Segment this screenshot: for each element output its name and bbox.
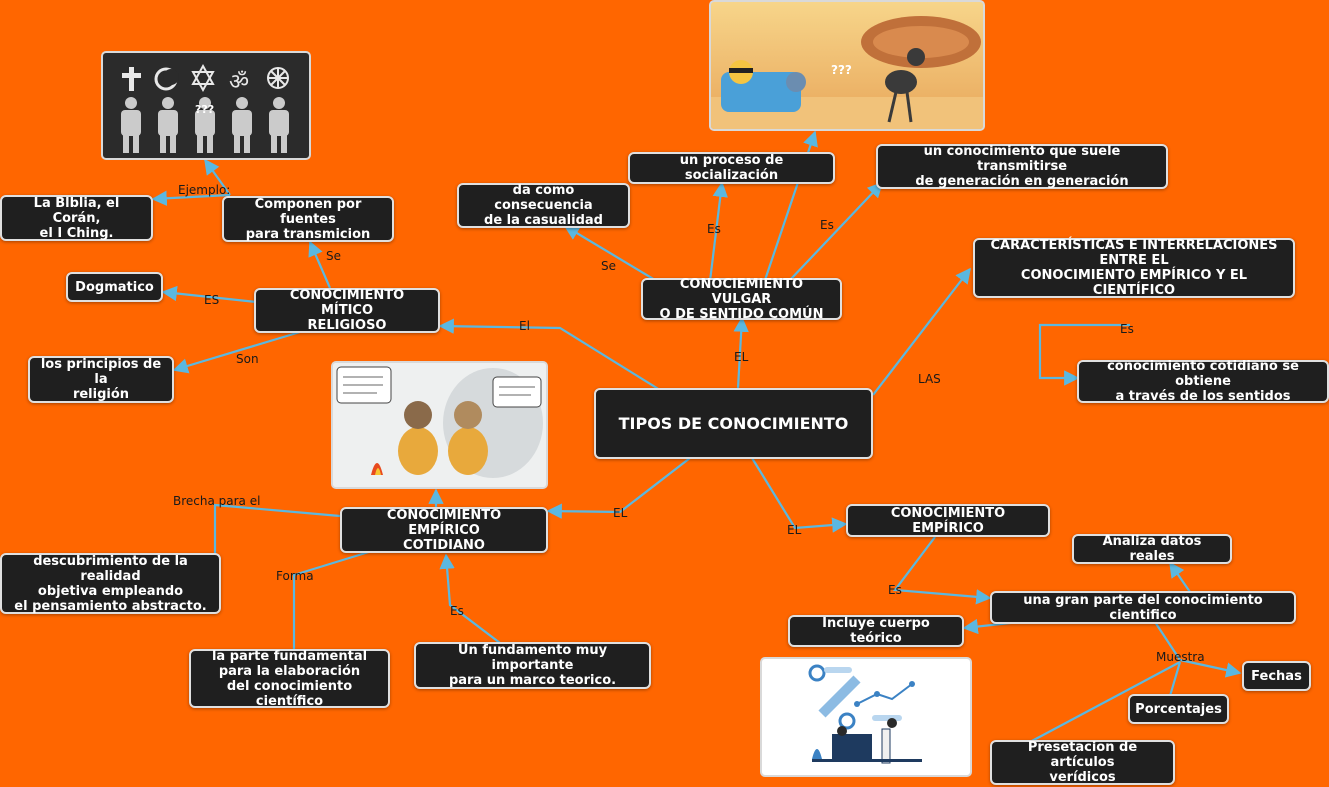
node-cuerpo-teorico[interactable]: Incluye cuerpo teórico bbox=[788, 615, 964, 647]
label-es-transmit: Es bbox=[820, 218, 834, 232]
label-las: LAS bbox=[918, 372, 941, 386]
ant-grasshopper-image bbox=[709, 0, 985, 131]
node-fuentes[interactable]: Componen por fuentes para transmicion bbox=[222, 196, 394, 242]
node-principios[interactable]: los principios de la religión bbox=[28, 356, 174, 403]
link-main-cotidiano bbox=[548, 458, 690, 512]
link-fundamento-cotidiano bbox=[446, 555, 500, 643]
ant-question-text: ??? bbox=[831, 63, 852, 77]
label-es-social: Es bbox=[707, 222, 721, 236]
label-el-cotidiano: EL bbox=[613, 506, 628, 520]
cavemen-illustration bbox=[333, 363, 546, 487]
node-conocimiento-vulgar[interactable]: CONOCIEMIENTO VULGAR O DE SENTIDO COMÚN bbox=[641, 278, 842, 320]
label-es-empirico: Es bbox=[888, 583, 902, 597]
analytics-illustration bbox=[762, 659, 970, 775]
node-articulos[interactable]: Presetacion de artículos verídicos bbox=[990, 740, 1175, 785]
label-muestra: Muestra bbox=[1156, 650, 1205, 664]
node-parte-fundamental[interactable]: la parte fundamental para la elaboración del conocimiento científico bbox=[189, 649, 390, 708]
cavemen-cartoon-image bbox=[331, 361, 548, 489]
node-caracteristicas[interactable]: CARACTERÍSTICAS E INTERRELACIONES ENTRE EL CONOCIMIENTO EMPÍRICO Y EL CIENTÍFICO bbox=[973, 238, 1295, 298]
link-cotidiano-fundamental bbox=[294, 551, 372, 650]
religions-image bbox=[101, 51, 311, 160]
node-socializacion[interactable]: un proceso de socialización bbox=[628, 152, 835, 184]
label-el-empirico: EL bbox=[787, 523, 802, 537]
node-casualidad[interactable]: da como consecuencia de la casualidad bbox=[457, 183, 630, 228]
node-transmitirse[interactable]: un conocimiento que suele transmitirse de generación en generación bbox=[876, 144, 1168, 189]
label-es-dogmatico: ES bbox=[204, 293, 220, 307]
label-forma: Forma bbox=[276, 569, 314, 583]
label-el-vulgar: EL bbox=[734, 350, 749, 364]
node-descubrimiento[interactable]: descubrimiento de la realidad objetiva empleando el pensamiento abstracto. bbox=[0, 553, 221, 614]
ant-illustration bbox=[711, 2, 983, 129]
religions-illustration bbox=[103, 53, 309, 158]
label-es-fundamento: Es bbox=[450, 604, 464, 618]
link-main-empirico bbox=[752, 458, 846, 528]
node-gran-parte[interactable]: una gran parte del conocimiento cientifico bbox=[990, 591, 1296, 624]
node-conocimiento-empirico[interactable]: CONOCIMIENTO EMPÍRICO bbox=[846, 504, 1050, 537]
label-es-caract: Es bbox=[1120, 322, 1134, 336]
label-brecha: Brecha para el bbox=[173, 494, 261, 508]
node-porcentajes[interactable]: Porcentajes bbox=[1128, 694, 1229, 724]
node-biblia[interactable]: La Blblia, el Corán, el I Ching. bbox=[0, 195, 153, 241]
link-empirico-granparte bbox=[895, 537, 990, 598]
link-vulgar-transmit bbox=[790, 183, 882, 280]
label-el-mitico: El bbox=[519, 319, 530, 333]
link-cotidiano-descubr bbox=[215, 505, 340, 555]
node-tipos-de-conocimiento[interactable]: TIPOS DE CONOCIMIENTO bbox=[594, 388, 873, 459]
data-analytics-image bbox=[760, 657, 972, 777]
svg-text:ॐ: ॐ bbox=[229, 70, 250, 95]
node-fundamento[interactable]: Un fundamento muy importante para un marco teorico. bbox=[414, 642, 651, 689]
religions-question-text: ??? bbox=[195, 103, 215, 116]
node-dogmatico[interactable]: Dogmatico bbox=[66, 272, 163, 302]
label-ejemplo: Ejemplo: bbox=[178, 183, 231, 197]
label-son: Son bbox=[236, 352, 259, 366]
node-sentidos[interactable]: conocimiento cotidiano se obtiene a través de los sentidos bbox=[1077, 360, 1329, 403]
node-fechas[interactable]: Fechas bbox=[1242, 661, 1311, 691]
node-analiza-datos[interactable]: Analiza datos reales bbox=[1072, 534, 1232, 564]
link-granparte-analiza bbox=[1170, 563, 1190, 592]
label-se-mitico: Se bbox=[326, 249, 341, 263]
label-se-vulgar: Se bbox=[601, 259, 616, 273]
node-conocimiento-empirico-cotidiano[interactable]: CONOCIMIENTO EMPÍRICO COTIDIANO bbox=[340, 507, 548, 553]
node-conocimiento-mitico[interactable]: CONOCIMIENTO MÍTICO RELIGIOSO bbox=[254, 288, 440, 333]
